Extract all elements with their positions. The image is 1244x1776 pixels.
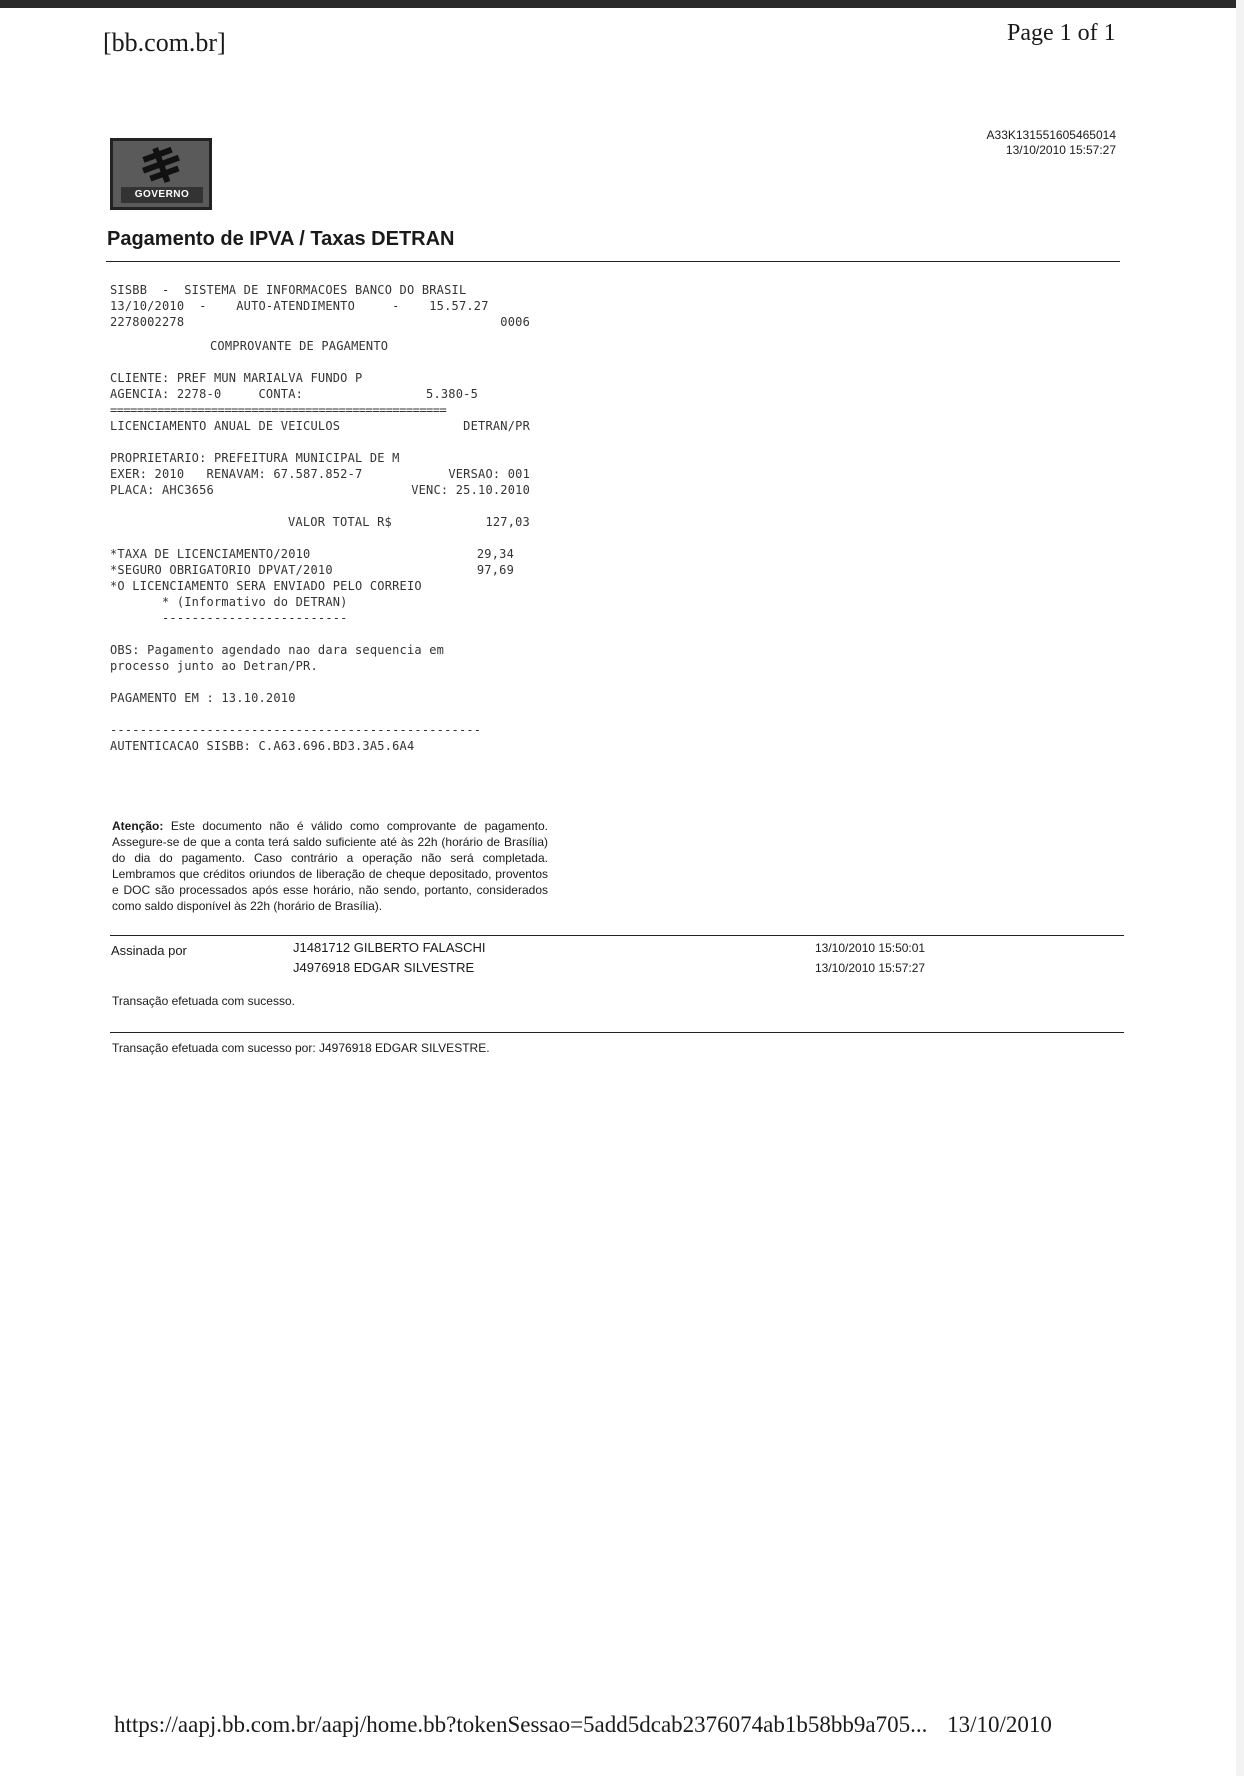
receipt-taxa-value: 29,34 [476,547,514,561]
header-page-number: Page 1 of 1 [1007,20,1116,46]
receipt-obs-line-1: OBS: Pagamento agendado nao dara sequencia em [110,643,445,657]
receipt-venc: VENC: 25.10.2010 [411,483,530,497]
signature-times [815,938,925,978]
notice-text: Este documento não é válido como comprovante de pagamento. Assegure-se de que a conta terá saldo suficiente até às 22h (horário de Brasília) do dia do pagamento. Caso contrário a operação não será completada. Lembramos que créditos oriundos de liberação de cheque depositado, proventos e DOC são processados após esse horário, não sendo, portanto, considerados como saldo disponível às 22h (horário de Brasília). [112,819,548,913]
receipt-valor-value: 127,03 [485,515,530,529]
receipt-seguro-value: 97,69 [476,563,514,577]
receipt [110,282,530,754]
receipt-date-line: 13/10/2010 - AUTO-ATENDIMENTO - 15.57.27 [110,299,489,313]
receipt-correio: *O LICENCIAMENTO SERA ENVIADO PELO CORREIO [110,579,422,593]
receipt-licenciamento-line [110,418,530,434]
scan-top-edge [0,0,1244,8]
receipt-proprietario: PROPRIETARIO: PREFEITURA MUNICIPAL DE M [110,451,400,465]
signer-name: J1481712 GILBERTO FALASCHI [293,940,486,955]
receipt-detran: DETRAN/PR [463,419,530,433]
signature-time: 13/10/2010 15:57:27 [815,961,926,975]
footer-url: https://aapj.bb.com.br/aapj/home.bb?tokenSessao=5add5dcab2376074ab1b58bb9a705... [114,1712,928,1737]
notice [112,818,548,914]
receipt-agencia-line [110,386,530,402]
receipt-placa-line [110,482,530,498]
document-datetime: 13/10/2010 15:57:27 [1005,143,1116,157]
signature-names [293,938,485,978]
receipt-pagamento: PAGAMENTO EM : 13.10.2010 [110,691,296,705]
receipt-id-right: 0006 [500,315,530,329]
receipt-informativo: * (Informativo do DETRAN) [110,595,348,609]
header-site: [bb.com.br] [103,28,226,57]
footer [114,1712,1052,1738]
notice-label: Atenção: [112,819,164,833]
status-divider [110,1032,1124,1033]
bank-logo [110,138,212,210]
receipt-placa: PLACA: AHC3656 [110,483,214,497]
receipt-id-line [110,314,530,330]
signature-divider [110,935,1124,936]
receipt-valor-label: VALOR TOTAL R$ [288,515,392,529]
document-code: A33K131551605465014 [986,128,1116,142]
receipt-id-left: 2278002278 [110,315,185,329]
receipt-cliente: CLIENTE: PREF MUN MARIALVA FUNDO P [110,371,363,385]
bank-symbol-icon [137,147,187,187]
title-divider [106,261,1120,262]
receipt-exer: EXER: 2010 RENAVAM: 67.587.852-7 [110,467,363,481]
logo-label: GOVERNO [121,187,203,203]
receipt-licenciamento: LICENCIAMENTO ANUAL DE VEICULOS [110,419,341,433]
signer-name: J4976918 EDGAR SILVESTRE [293,960,475,975]
receipt-conta: 5.380-5 [426,387,478,401]
receipt-system-line: SISBB - SISTEMA DE INFORMACOES BANCO DO BRASIL [110,283,467,297]
receipt-separator-eq: ================================================== [110,403,447,417]
receipt-heading: COMPROVANTE DE PAGAMENTO [210,339,389,353]
scan-right-edge [1236,0,1244,1776]
signature-label: Assinada por [111,943,187,958]
receipt-exer-line [110,466,530,482]
receipt-seguro-line [110,562,530,578]
document-id [987,128,1116,158]
receipt-valor-line [110,514,530,530]
receipt-taxa-label: *TAXA DE LICENCIAMENTO/2010 [110,547,311,561]
receipt-seguro-label: *SEGURO OBRIGATORIO DPVAT/2010 [110,563,333,577]
footer-date: 13/10/2010 [947,1712,1052,1737]
receipt-separator-dash: -------------------------------------------------- [110,723,482,737]
receipt-versao: VERSAO: 001 [448,467,530,481]
receipt-autenticacao: AUTENTICACAO SISBB: C.A63.696.BD3.3A5.6A4 [110,739,415,753]
signature-time: 13/10/2010 15:50:01 [815,941,926,955]
success-message: Transação efetuada com sucesso. [112,994,295,1008]
page-title: Pagamento de IPVA / Taxas DETRAN [107,228,455,250]
receipt-separator-short: ------------------------- [110,611,348,625]
receipt-obs-line-2: processo junto ao Detran/PR. [110,659,318,673]
receipt-agencia: AGENCIA: 2278-0 CONTA: [110,387,304,401]
success-by-message: Transação efetuada com sucesso por: J4976918 EDGAR SILVESTRE. [112,1041,490,1055]
receipt-taxa-line [110,546,530,562]
